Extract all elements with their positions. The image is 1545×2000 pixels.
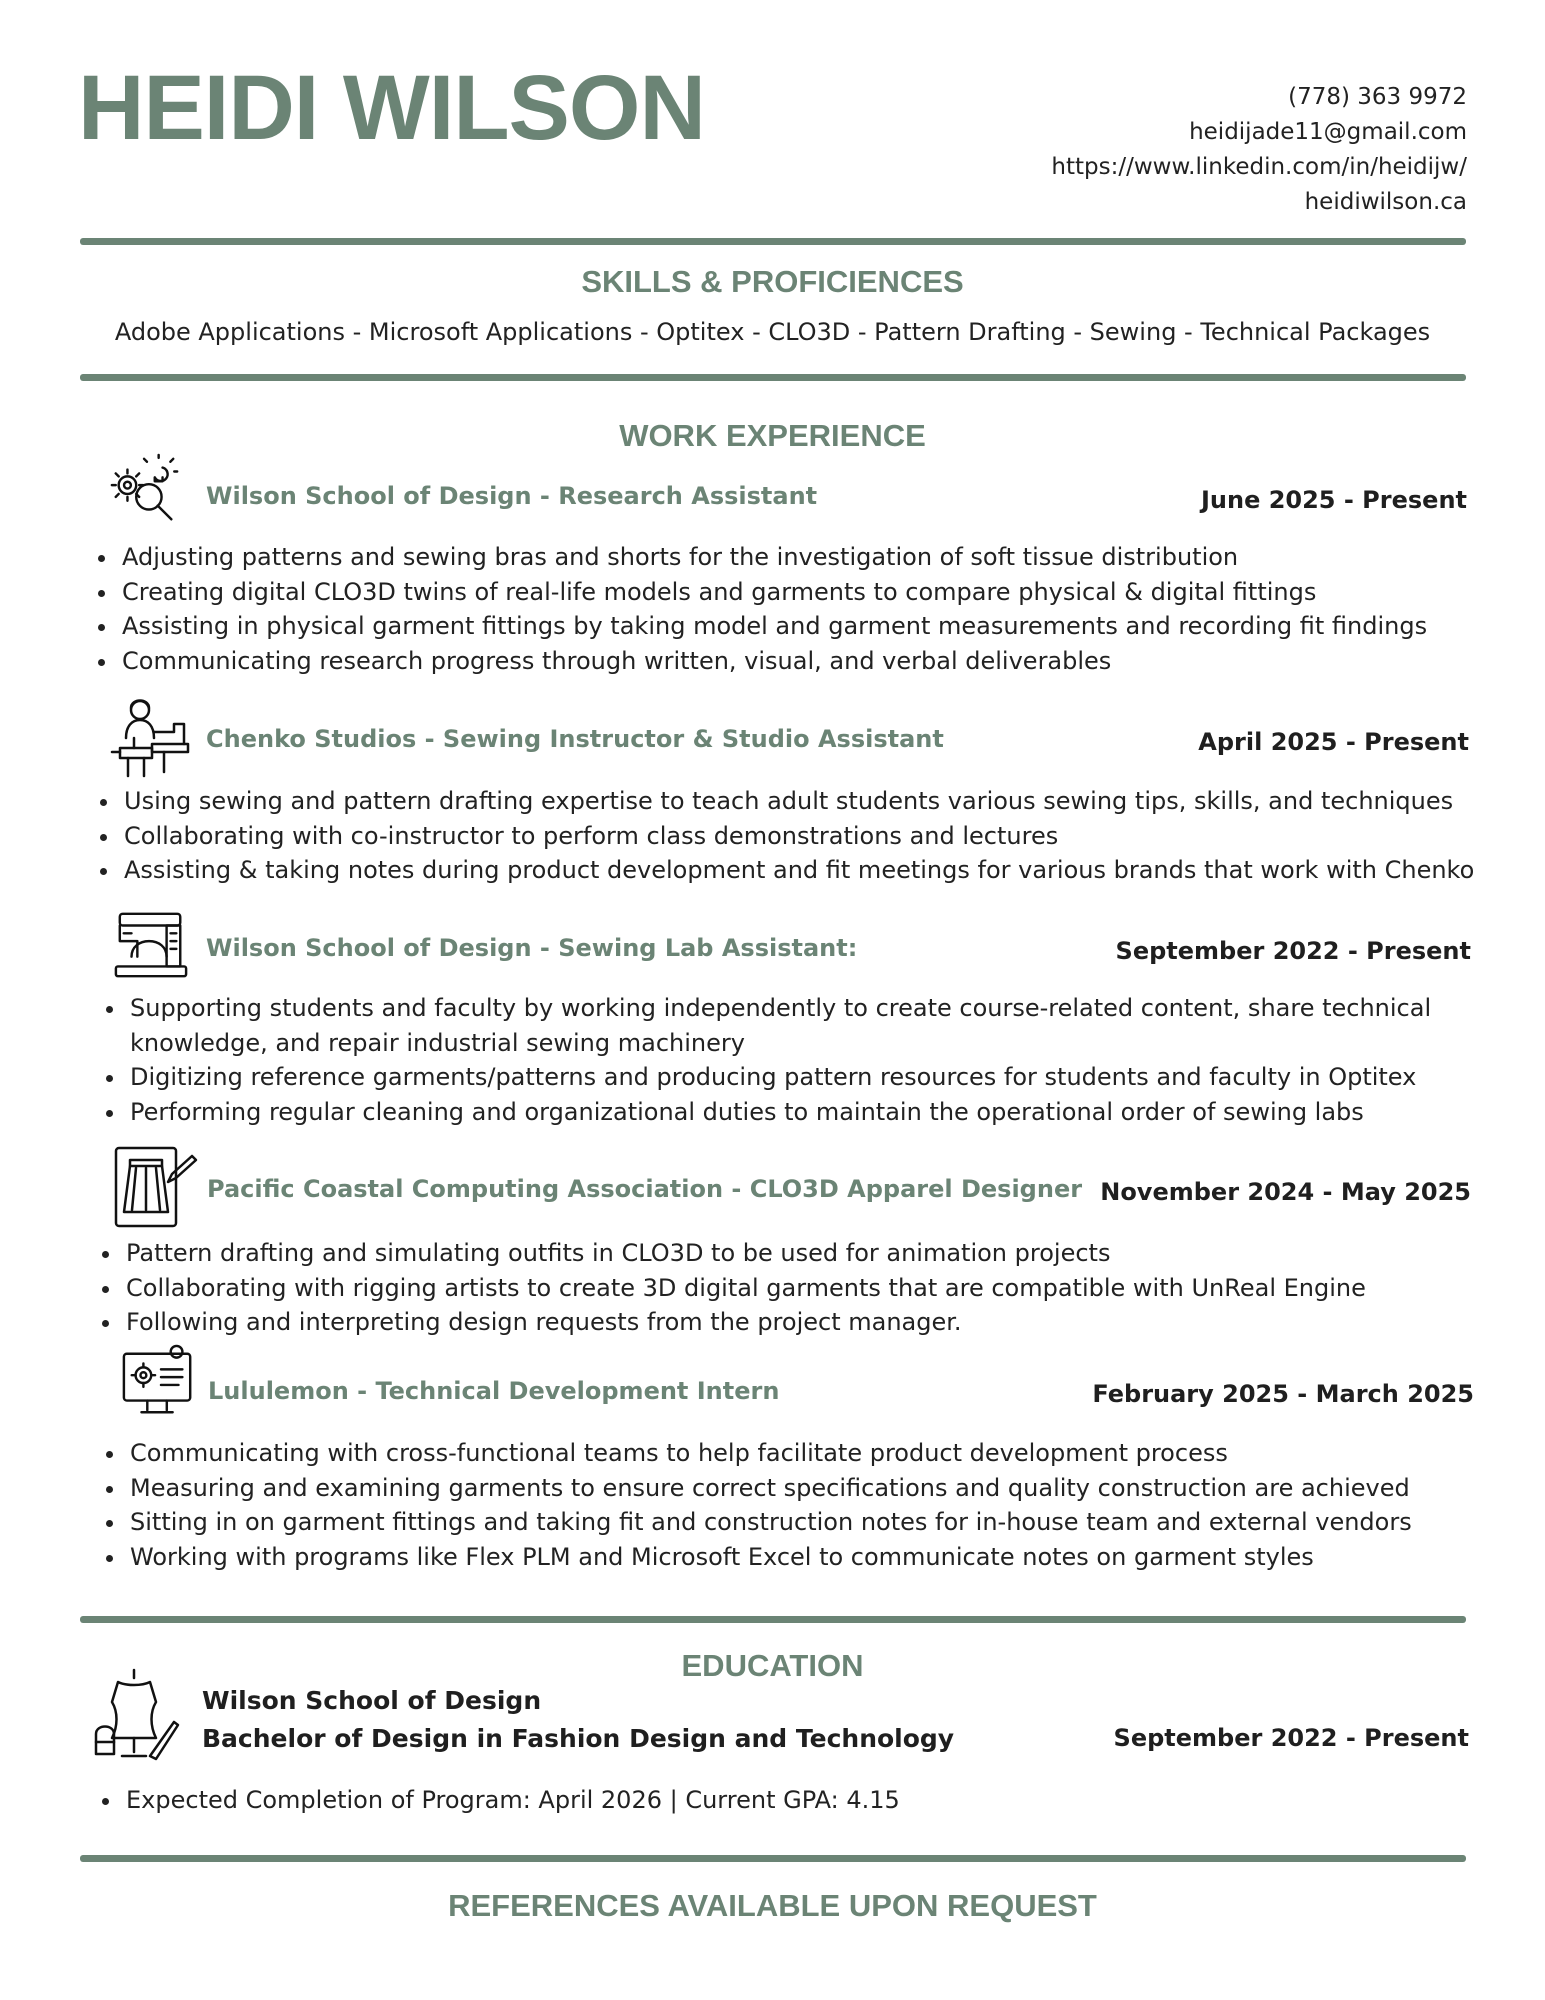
list-item: Digitizing reference garments/patterns and producing pattern resources for students and faculty in Optitex	[104, 1060, 1444, 1095]
list-item: Expected Completion of Program: April 2026 | Current GPA: 4.15	[100, 1783, 1500, 1818]
list-item: Communicating research progress through written, visual, and verbal deliverables	[96, 644, 1496, 679]
education-bullets	[100, 1783, 1500, 1818]
skirt-design-icon	[112, 1144, 198, 1230]
job-bullets	[100, 1236, 1500, 1340]
job-bullets	[98, 784, 1498, 888]
job-date: April 2025 - Present	[1198, 728, 1469, 756]
job-date: November 2024 - May 2025	[1100, 1178, 1471, 1206]
work-heading: WORK EXPERIENCE	[619, 418, 926, 453]
education-degree: Bachelor of Design in Fashion Design and Technology	[202, 1724, 955, 1753]
divider	[80, 1616, 1466, 1623]
job-title: Lululemon - Technical Development Intern	[208, 1377, 780, 1405]
contact-block	[1051, 80, 1467, 220]
list-item: Supporting students and faculty by working independently to create course-related content, share technical knowledge, and repair industrial sewing machinery	[104, 991, 1444, 1060]
list-item: Following and interpreting design requests from the project manager.	[100, 1305, 1500, 1340]
job-date: June 2025 - Present	[1200, 486, 1467, 514]
education-date: September 2022 - Present	[1113, 1724, 1469, 1752]
list-item: Communicating with cross-functional teams to help facilitate product development process	[104, 1436, 1504, 1471]
job-date: September 2022 - Present	[1115, 937, 1471, 965]
divider	[80, 238, 1466, 245]
list-item: Adjusting patterns and sewing bras and shorts for the investigation of soft tissue distribution	[96, 540, 1496, 575]
list-item: Using sewing and pattern drafting expertise to teach adult students various sewing tips, skills, and techniques	[98, 784, 1498, 819]
divider	[80, 1855, 1466, 1862]
contact-phone: (778) 363 9972	[1288, 84, 1467, 110]
skills-heading: SKILLS & PROFICIENCES	[581, 264, 964, 299]
list-item: Measuring and examining garments to ensure correct specifications and quality construction are achieved	[104, 1471, 1504, 1506]
job-bullets	[96, 540, 1496, 678]
skills-list: Adobe Applications - Microsoft Applications - Optitex - CLO3D - Pattern Drafting - Sewing - Technical Packages	[114, 318, 1431, 346]
education-school: Wilson School of Design	[202, 1686, 542, 1715]
list-item: Pattern drafting and simulating outfits in CLO3D to be used for animation projects	[100, 1236, 1500, 1271]
job-title: Chenko Studios - Sewing Instructor & Studio Assistant	[206, 725, 944, 753]
job-title: Wilson School of Design - Sewing Lab Assistant:	[206, 934, 858, 962]
contact-linkedin[interactable]: https://www.linkedin.com/in/heidijw/	[1051, 154, 1467, 180]
references-note: REFERENCES AVAILABLE UPON REQUEST	[448, 1888, 1097, 1923]
list-item: Assisting in physical garment fittings by taking model and garment measurements and recording fit findings	[96, 609, 1496, 644]
list-item: Collaborating with rigging artists to create 3D digital garments that are compatible with UnReal Engine	[100, 1271, 1500, 1306]
sewing-machine-icon	[112, 906, 190, 984]
list-item: Sitting in on garment fittings and taking fit and construction notes for in-house team and external vendors	[104, 1505, 1504, 1540]
resume-name: HEIDI WILSON	[78, 57, 705, 159]
list-item: Collaborating with co-instructor to perform class demonstrations and lectures	[98, 819, 1498, 854]
job-title: Pacific Coastal Computing Association - CLO3D Apparel Designer	[207, 1175, 1083, 1203]
divider	[80, 374, 1466, 381]
job-bullets	[104, 991, 1444, 1129]
computer-settings-icon	[120, 1344, 198, 1422]
list-item: Working with programs like Flex PLM and Microsoft Excel to communicate notes on garment styles	[104, 1540, 1504, 1575]
research-gears-icon	[106, 452, 184, 530]
dress-form-icon	[88, 1664, 188, 1764]
contact-email[interactable]: heidijade11@gmail.com	[1189, 119, 1467, 145]
job-date: February 2025 - March 2025	[1092, 1380, 1474, 1408]
list-item: Assisting & taking notes during product development and fit meetings for various brands that work with Chenko	[98, 853, 1498, 888]
education-heading: EDUCATION	[681, 1648, 864, 1683]
list-item: Performing regular cleaning and organizational duties to maintain the operational order of sewing labs	[104, 1095, 1444, 1130]
list-item: Creating digital CLO3D twins of real-life models and garments to compare physical & digital fittings	[96, 575, 1496, 610]
job-title: Wilson School of Design - Research Assistant	[206, 482, 818, 510]
job-bullets	[104, 1436, 1504, 1574]
seamstress-icon	[104, 692, 194, 782]
contact-website[interactable]: heidiwilson.ca	[1304, 189, 1467, 215]
